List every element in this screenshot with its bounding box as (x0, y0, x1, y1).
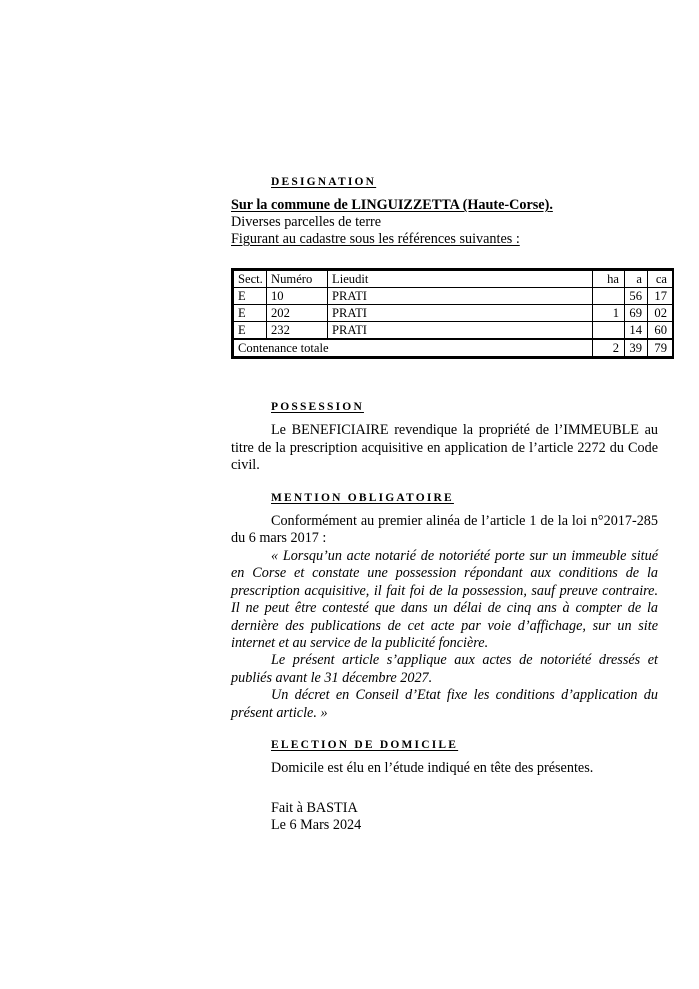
table-row (234, 305, 673, 322)
col-header-a: a (625, 271, 648, 288)
spacer (231, 778, 658, 800)
cell-total-ca: 79 (648, 339, 673, 357)
mention-quote-paragraph-2: Le présent article s’applique aux actes de notoriété dressés et publiés avant le 31 décembre 2027. (231, 652, 658, 686)
cell-sect: E (234, 288, 267, 305)
cell-numero: 10 (267, 288, 328, 305)
col-header-numero: Numéro (267, 271, 328, 288)
designation-commune-period: . (549, 197, 553, 213)
col-header-lieudit: Lieudit (328, 271, 593, 288)
designation-parcels-line: Diverses parcelles de terre (231, 214, 382, 230)
designation-commune-line (231, 197, 658, 214)
heading-designation-label: DESIGNATION (271, 176, 377, 188)
col-header-ca: ca (648, 271, 673, 288)
heading-mention-obligatoire (271, 492, 658, 504)
parcel-table-body (234, 288, 673, 357)
heading-possession (271, 401, 658, 413)
heading-election-de-domicile (271, 739, 658, 751)
table-row (234, 322, 673, 340)
cell-sect: E (234, 305, 267, 322)
mention-intro-paragraph: Conformément au premier alinéa de l’article 1 de la loi n°2017-285 du 6 mars 2017 : (231, 512, 658, 547)
cell-lieudit: PRATI (328, 322, 593, 340)
cell-a: 14 (625, 322, 648, 340)
signature-date-line: Le 6 Mars 2024 (271, 816, 362, 833)
parcel-table (233, 270, 673, 357)
cell-total-label: Contenance totale (234, 339, 593, 357)
table-row (234, 288, 673, 305)
parcel-table-border (231, 268, 674, 359)
mention-quote-paragraph-3: Un décret en Conseil d’Etat fixe les conditions d’application du présent article. » (231, 687, 658, 721)
col-header-ha: ha (593, 271, 625, 288)
designation-cadastre-line: Figurant au cadastre sous les références suivantes : (231, 231, 520, 247)
cell-numero: 232 (267, 322, 328, 340)
mention-quote-paragraph-1: « Lorsqu’un acte notarié de notoriété porte sur un immeuble situé en Corse et constate une possession répondant aux conditions de la prescription acquisitive, il fait foi de la possession, sauf preuve contraire. Il ne peut être contesté que dans un délai de cinq ans à compter de la dernière des publications de cet acte par voie d’affichage, sur un site internet et au service de la publicité foncière. (231, 547, 658, 651)
document-content (231, 176, 667, 834)
cell-ha: 1 (593, 305, 625, 322)
parcel-table-container (231, 268, 667, 364)
cell-ha (593, 288, 625, 305)
heading-designation (271, 176, 658, 188)
cell-lieudit: PRATI (328, 288, 593, 305)
cell-total-ha: 2 (593, 339, 625, 357)
signature-place-line: Fait à BASTIA (271, 799, 358, 816)
cell-a: 69 (625, 305, 648, 322)
cell-ca: 60 (648, 322, 673, 340)
cell-ha (593, 322, 625, 340)
cell-ca: 17 (648, 288, 673, 305)
cell-total-a: 39 (625, 339, 648, 357)
heading-election-de-domicile-label: ELECTION DE DOMICILE (271, 739, 459, 752)
cell-sect: E (234, 322, 267, 340)
heading-mention-obligatoire-label: MENTION OBLIGATOIRE (271, 491, 454, 504)
designation-commune-text: Sur la commune de LINGUIZZETTA (Haute-Corse) (231, 197, 550, 213)
possession-paragraph: Le BENEFICIAIRE revendique la propriété de l’IMMEUBLE au titre de la prescription acquisitive en application de l’article 2272 du Code civil. (231, 422, 658, 474)
heading-possession-label: POSSESSION (271, 401, 364, 413)
cell-numero: 202 (267, 305, 328, 322)
election-domicile-paragraph: Domicile est élu en l’étude indiqué en tête des présentes. (271, 760, 594, 777)
cell-ca: 02 (648, 305, 673, 322)
table-header-row (234, 271, 673, 288)
cell-a: 56 (625, 288, 648, 305)
col-header-sect: Sect. (234, 271, 267, 288)
table-total-row (234, 339, 673, 357)
cell-lieudit: PRATI (328, 305, 593, 322)
parcel-table-head (234, 271, 673, 288)
